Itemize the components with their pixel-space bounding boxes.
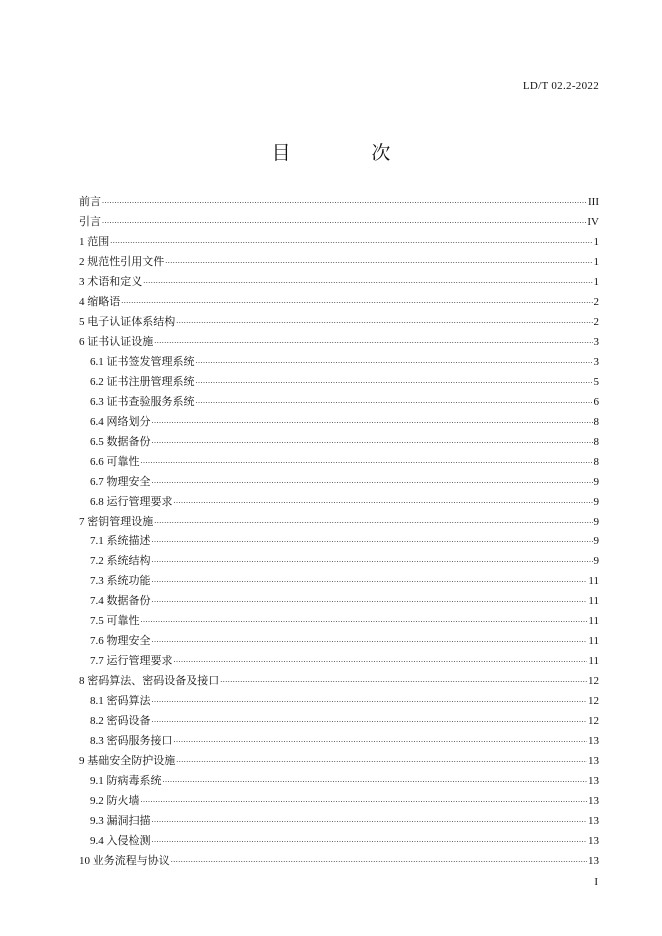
toc-entry-page: 8 bbox=[593, 435, 599, 448]
toc-entry-page: 9 bbox=[593, 535, 599, 548]
toc-entry-label: 6.2 证书注册管理系统 bbox=[90, 375, 195, 388]
toc-entry[interactable] bbox=[79, 513, 599, 533]
toc-entry[interactable] bbox=[79, 493, 599, 513]
toc-leader-dots bbox=[102, 191, 587, 211]
toc-entry[interactable] bbox=[79, 253, 599, 273]
toc-entry-page: 2 bbox=[593, 295, 599, 308]
toc-leader-dots bbox=[176, 311, 592, 331]
toc-leader-dots bbox=[174, 730, 588, 750]
toc-entry-label: 8.3 密码服务接口 bbox=[90, 735, 173, 748]
toc-entry-page: 13 bbox=[588, 775, 599, 788]
toc-entry-label: 6 证书认证设施 bbox=[79, 335, 154, 348]
toc-entry-label: 6.8 运行管理要求 bbox=[90, 495, 173, 508]
toc-entry-page: 13 bbox=[588, 755, 599, 768]
toc-leader-dots bbox=[154, 511, 592, 531]
toc-entry[interactable] bbox=[79, 333, 599, 353]
toc-entry-page: III bbox=[588, 196, 599, 208]
toc-entry-label: 10 业务流程与协议 bbox=[79, 854, 170, 867]
toc-entry-label: 4 缩略语 bbox=[79, 295, 121, 308]
toc-entry-label: 7.2 系统结构 bbox=[90, 555, 151, 568]
toc-entry-page: 2 bbox=[593, 315, 599, 328]
toc-entry[interactable] bbox=[79, 413, 599, 433]
toc-entry-page: 13 bbox=[588, 854, 599, 867]
toc-entry-page: IV bbox=[587, 215, 599, 228]
toc-entry-page: 9 bbox=[593, 495, 599, 508]
toc-leader-dots bbox=[152, 411, 593, 431]
toc-entry[interactable] bbox=[79, 433, 599, 453]
toc-leader-dots bbox=[141, 610, 588, 630]
toc-entry-page: 1 bbox=[593, 275, 599, 288]
toc-entry-page: 11 bbox=[588, 575, 599, 588]
toc-entry[interactable] bbox=[79, 393, 599, 413]
toc-entry-label: 7.5 可靠性 bbox=[90, 615, 140, 628]
toc-leader-dots bbox=[152, 710, 588, 730]
toc-entry-page: 12 bbox=[588, 715, 599, 728]
toc-entry-label: 6.7 物理安全 bbox=[90, 475, 151, 488]
toc-entry[interactable] bbox=[79, 812, 599, 832]
toc-leader-dots bbox=[174, 650, 588, 670]
toc-entry[interactable] bbox=[79, 692, 599, 712]
toc-entry-label: 7.7 运行管理要求 bbox=[90, 655, 173, 668]
toc-entry-label: 9.2 防火墙 bbox=[90, 795, 140, 808]
toc-leader-dots bbox=[152, 471, 593, 491]
toc-entry[interactable] bbox=[79, 453, 599, 473]
toc-leader-dots bbox=[110, 231, 592, 251]
toc-entry[interactable] bbox=[79, 193, 599, 213]
toc-leader-dots bbox=[154, 331, 592, 351]
toc-entry-label: 9.1 防病毒系统 bbox=[90, 775, 162, 788]
table-of-contents bbox=[79, 193, 599, 872]
toc-leader-dots bbox=[102, 211, 586, 231]
toc-entry-label: 6.4 网络划分 bbox=[90, 415, 151, 428]
toc-leader-dots bbox=[143, 271, 592, 291]
toc-entry-label: 6.1 证书签发管理系统 bbox=[90, 355, 195, 368]
toc-leader-dots bbox=[152, 810, 588, 830]
toc-entry-label: 5 电子认证体系结构 bbox=[79, 315, 176, 328]
toc-entry[interactable] bbox=[79, 672, 599, 692]
toc-entry-label: 6.5 数据备份 bbox=[90, 435, 151, 448]
toc-entry-page: 3 bbox=[593, 355, 599, 368]
toc-entry[interactable] bbox=[79, 313, 599, 333]
toc-entry-page: 11 bbox=[588, 615, 599, 628]
toc-leader-dots bbox=[152, 830, 588, 850]
toc-entry[interactable] bbox=[79, 732, 599, 752]
toc-leader-dots bbox=[165, 251, 592, 271]
toc-entry[interactable] bbox=[79, 772, 599, 792]
toc-entry-label: 7.6 物理安全 bbox=[90, 635, 151, 648]
toc-entry-page: 12 bbox=[588, 695, 599, 708]
toc-entry-label: 前言 bbox=[79, 196, 101, 208]
toc-entry-label: 7.4 数据备份 bbox=[90, 595, 151, 608]
toc-entry-label: 1 范围 bbox=[79, 235, 110, 248]
toc-leader-dots bbox=[121, 291, 592, 311]
toc-entry-label: 6.3 证书查验服务系统 bbox=[90, 395, 195, 408]
toc-entry-page: 6 bbox=[593, 395, 599, 408]
toc-leader-dots bbox=[152, 630, 588, 650]
page-title: 目 次 bbox=[271, 143, 429, 164]
toc-entry-page: 9 bbox=[593, 475, 599, 488]
toc-entry-label: 9 基础安全防护设施 bbox=[79, 755, 176, 768]
toc-entry-label: 6.6 可靠性 bbox=[90, 455, 140, 468]
toc-entry-label: 3 术语和定义 bbox=[79, 275, 143, 288]
toc-entry[interactable] bbox=[79, 612, 599, 632]
toc-entry-page: 13 bbox=[588, 795, 599, 808]
toc-entry-page: 9 bbox=[593, 555, 599, 568]
page-number: I bbox=[594, 876, 598, 888]
toc-entry-page: 1 bbox=[593, 235, 599, 248]
toc-entry[interactable] bbox=[79, 792, 599, 812]
toc-entry[interactable] bbox=[79, 852, 599, 872]
toc-leader-dots bbox=[141, 790, 588, 810]
toc-entry[interactable] bbox=[79, 572, 599, 592]
toc-entry-label: 8.2 密码设备 bbox=[90, 715, 151, 728]
toc-entry-page: 12 bbox=[588, 675, 599, 688]
toc-entry-page: 8 bbox=[593, 415, 599, 428]
toc-entry-label: 8 密码算法、密码设备及接口 bbox=[79, 675, 220, 688]
toc-entry-label: 9.3 漏洞扫描 bbox=[90, 815, 151, 828]
toc-entry-label: 8.1 密码算法 bbox=[90, 695, 151, 708]
toc-entry[interactable] bbox=[79, 652, 599, 672]
toc-leader-dots bbox=[152, 530, 593, 550]
toc-entry-label: 7 密钥管理设施 bbox=[79, 515, 154, 528]
toc-entry[interactable] bbox=[79, 832, 599, 852]
toc-leader-dots bbox=[152, 690, 588, 710]
toc-entry-page: 11 bbox=[588, 655, 599, 668]
toc-leader-dots bbox=[171, 850, 587, 870]
toc-entry-label: 9.4 入侵检测 bbox=[90, 835, 151, 847]
toc-entry-page: 11 bbox=[588, 635, 599, 648]
toc-entry[interactable] bbox=[79, 233, 599, 253]
toc-leader-dots bbox=[152, 590, 588, 610]
toc-leader-dots bbox=[220, 670, 587, 690]
toc-leader-dots bbox=[152, 570, 588, 590]
toc-entry-page: 5 bbox=[593, 375, 599, 388]
toc-entry[interactable] bbox=[79, 752, 599, 772]
toc-leader-dots bbox=[196, 371, 593, 391]
toc-leader-dots bbox=[196, 351, 593, 371]
toc-entry-page: 13 bbox=[588, 815, 599, 828]
toc-entry-page: 9 bbox=[593, 515, 599, 528]
toc-leader-dots bbox=[176, 750, 587, 770]
toc-entry[interactable] bbox=[79, 353, 599, 373]
toc-entry[interactable] bbox=[79, 532, 599, 552]
toc-entry[interactable] bbox=[79, 213, 599, 233]
toc-leader-dots bbox=[174, 491, 593, 511]
toc-entry-page: 13 bbox=[588, 835, 599, 847]
toc-leader-dots bbox=[152, 550, 593, 570]
toc-entry[interactable] bbox=[79, 473, 599, 493]
toc-entry-page: 1 bbox=[593, 255, 599, 268]
toc-entry-label: 7.1 系统描述 bbox=[90, 535, 151, 548]
toc-entry[interactable] bbox=[79, 592, 599, 612]
toc-entry-label: 7.3 系统功能 bbox=[90, 575, 151, 588]
toc-entry[interactable] bbox=[79, 552, 599, 572]
toc-leader-dots bbox=[152, 431, 593, 451]
toc-entry-page: 11 bbox=[588, 595, 599, 608]
toc-leader-dots bbox=[196, 391, 593, 411]
toc-entry[interactable] bbox=[79, 632, 599, 652]
toc-leader-dots bbox=[163, 770, 588, 790]
toc-entry-page: 3 bbox=[593, 335, 599, 348]
toc-entry[interactable] bbox=[79, 273, 599, 293]
toc-entry[interactable] bbox=[79, 712, 599, 732]
toc-entry[interactable] bbox=[79, 373, 599, 393]
document-code: LD/T 02.2-2022 bbox=[522, 80, 599, 92]
toc-entry-label: 2 规范性引用文件 bbox=[79, 255, 165, 268]
toc-leader-dots bbox=[141, 451, 593, 471]
toc-entry-label: 引言 bbox=[79, 215, 101, 228]
toc-entry-page: 13 bbox=[588, 735, 599, 748]
toc-entry-page: 8 bbox=[593, 455, 599, 468]
toc-entry[interactable] bbox=[79, 293, 599, 313]
